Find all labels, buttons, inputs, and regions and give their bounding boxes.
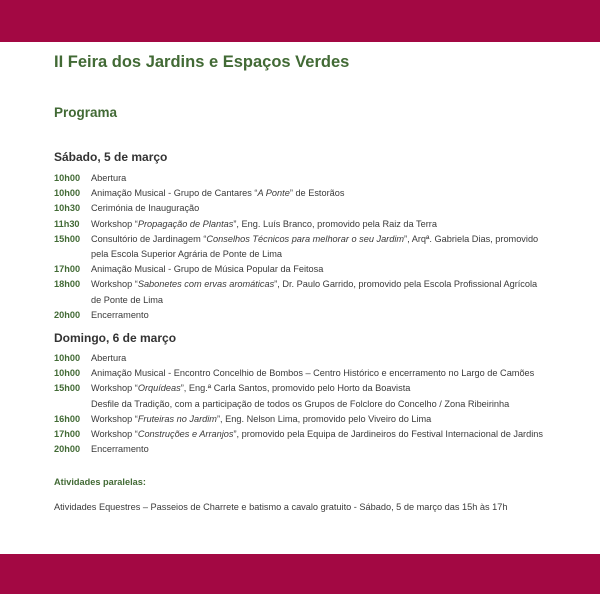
event-title-italic: Conselhos Técnicos para melhorar o seu Jardim <box>206 233 405 244</box>
event-text: Workshop “ <box>91 429 138 440</box>
event-time: 17h00 <box>54 264 81 275</box>
event-time: 20h00 <box>54 309 81 320</box>
event-continuation: Desfile da Tradição, com a participação de todos os Grupos de Folclore do Concelho / Zona Ribeirinha <box>91 398 510 409</box>
event-time: 10h00 <box>54 353 81 363</box>
schedule-row <box>54 232 594 247</box>
event-title-italic: Orquídeas <box>137 383 181 394</box>
event-description <box>91 442 594 457</box>
event-description <box>91 232 594 247</box>
event-text: Consultório de Jardinagem “ <box>91 233 207 244</box>
event-title-italic: Fruteiras no Jardim <box>137 413 217 424</box>
event-continuation: pela Escola Superior Agrária de Ponte de Lima <box>91 249 283 260</box>
event-description <box>91 217 594 232</box>
event-time: 10h30 <box>54 203 81 214</box>
header-band <box>0 0 600 42</box>
event-time: 17h00 <box>54 429 81 440</box>
event-description <box>91 412 594 427</box>
event-continuation: de Ponte de Lima <box>91 294 164 305</box>
parallel-activities-title: Atividades paralelas: <box>54 477 146 487</box>
event-time: 18h00 <box>54 279 81 290</box>
event-time: 11h30 <box>54 218 80 229</box>
schedule-row <box>54 308 594 323</box>
day-heading-saturday: Sábado, 5 de março <box>54 150 168 164</box>
schedule-saturday <box>54 171 594 323</box>
event-description <box>91 262 594 277</box>
schedule-row <box>54 427 594 442</box>
event-text: Animação Musical - Grupo de Música Popular da Feitosa <box>91 264 324 275</box>
event-text: ”, Eng. Luís Branco, promovido pela Raiz da Terra <box>233 218 437 229</box>
schedule-row <box>54 171 594 186</box>
schedule-row <box>54 366 594 381</box>
event-text: Cerimónia de Inauguração <box>91 203 200 214</box>
event-title-italic: Propagação de Plantas <box>137 218 234 229</box>
event-time: 10h00 <box>54 188 81 199</box>
event-title-italic: A Ponte <box>257 188 290 199</box>
event-text: Animação Musical - Grupo de Cantares “ <box>91 188 258 199</box>
parallel-activities-text: Atividades Equestres – Passeios de Charrete e batismo a cavalo gratuito - Sábado, 5 de março das 15h às 17h <box>54 502 508 512</box>
page-title: II Feira dos Jardins e Espaços Verdes <box>54 53 350 71</box>
event-time: 10h00 <box>54 368 81 379</box>
event-time: 15h00 <box>54 233 81 244</box>
schedule-row <box>54 442 594 457</box>
schedule-sunday <box>54 351 594 457</box>
event-time: 15h00 <box>54 383 81 394</box>
event-text: Workshop “ <box>91 218 138 229</box>
event-description <box>91 201 594 216</box>
event-description <box>91 351 594 366</box>
event-text: ”, Dr. Paulo Garrido, promovido pela Escola Profissional Agrícola <box>274 279 538 290</box>
event-title-italic: Construções e Arranjos <box>137 429 234 440</box>
day-heading-sunday: Domingo, 6 de março <box>54 331 177 345</box>
event-text: Encerramento <box>91 444 149 455</box>
event-description <box>91 381 594 396</box>
footer-band <box>0 554 600 594</box>
event-text: Workshop “ <box>91 413 138 424</box>
schedule-row <box>54 381 594 396</box>
event-description <box>91 308 594 323</box>
event-time: 20h00 <box>54 444 81 455</box>
event-text: Workshop “ <box>91 279 138 290</box>
event-text: ”, promovido pela Equipa de Jardineiros do Festival Internacional de Jardins <box>233 429 543 440</box>
schedule-row <box>54 186 594 201</box>
event-text: ”, Eng.ª Carla Santos, promovido pelo Horto da Boavista <box>180 383 411 394</box>
event-text: Animação Musical - Encontro Concelhio de Bombos – Centro Histórico e encerramento no Largo de Camões <box>91 368 535 379</box>
event-text: Abertura <box>91 173 127 183</box>
schedule-row <box>54 217 594 232</box>
section-title: Programa <box>54 105 118 120</box>
event-text: Abertura <box>91 353 127 363</box>
schedule-row <box>54 351 594 366</box>
schedule-row <box>54 262 594 277</box>
event-time: 10h00 <box>54 173 81 183</box>
schedule-row <box>54 277 594 292</box>
event-description <box>91 366 594 381</box>
event-title-italic: Sabonetes com ervas aromáticas <box>137 279 275 290</box>
event-text: ”, Arqª. Gabriela Dias, promovido <box>404 233 539 244</box>
schedule-row <box>54 201 594 216</box>
schedule-row <box>54 412 594 427</box>
event-text: Encerramento <box>91 309 149 320</box>
event-description <box>91 186 594 201</box>
event-text: ”, Eng. Nelson Lima, promovido pelo Viveiro do Lima <box>216 413 432 424</box>
event-time: 16h00 <box>54 413 81 424</box>
event-description <box>91 277 594 292</box>
event-text: Workshop “ <box>91 383 138 394</box>
event-text: ” de Estorãos <box>289 188 345 199</box>
event-description <box>91 427 594 442</box>
event-description <box>91 171 594 186</box>
